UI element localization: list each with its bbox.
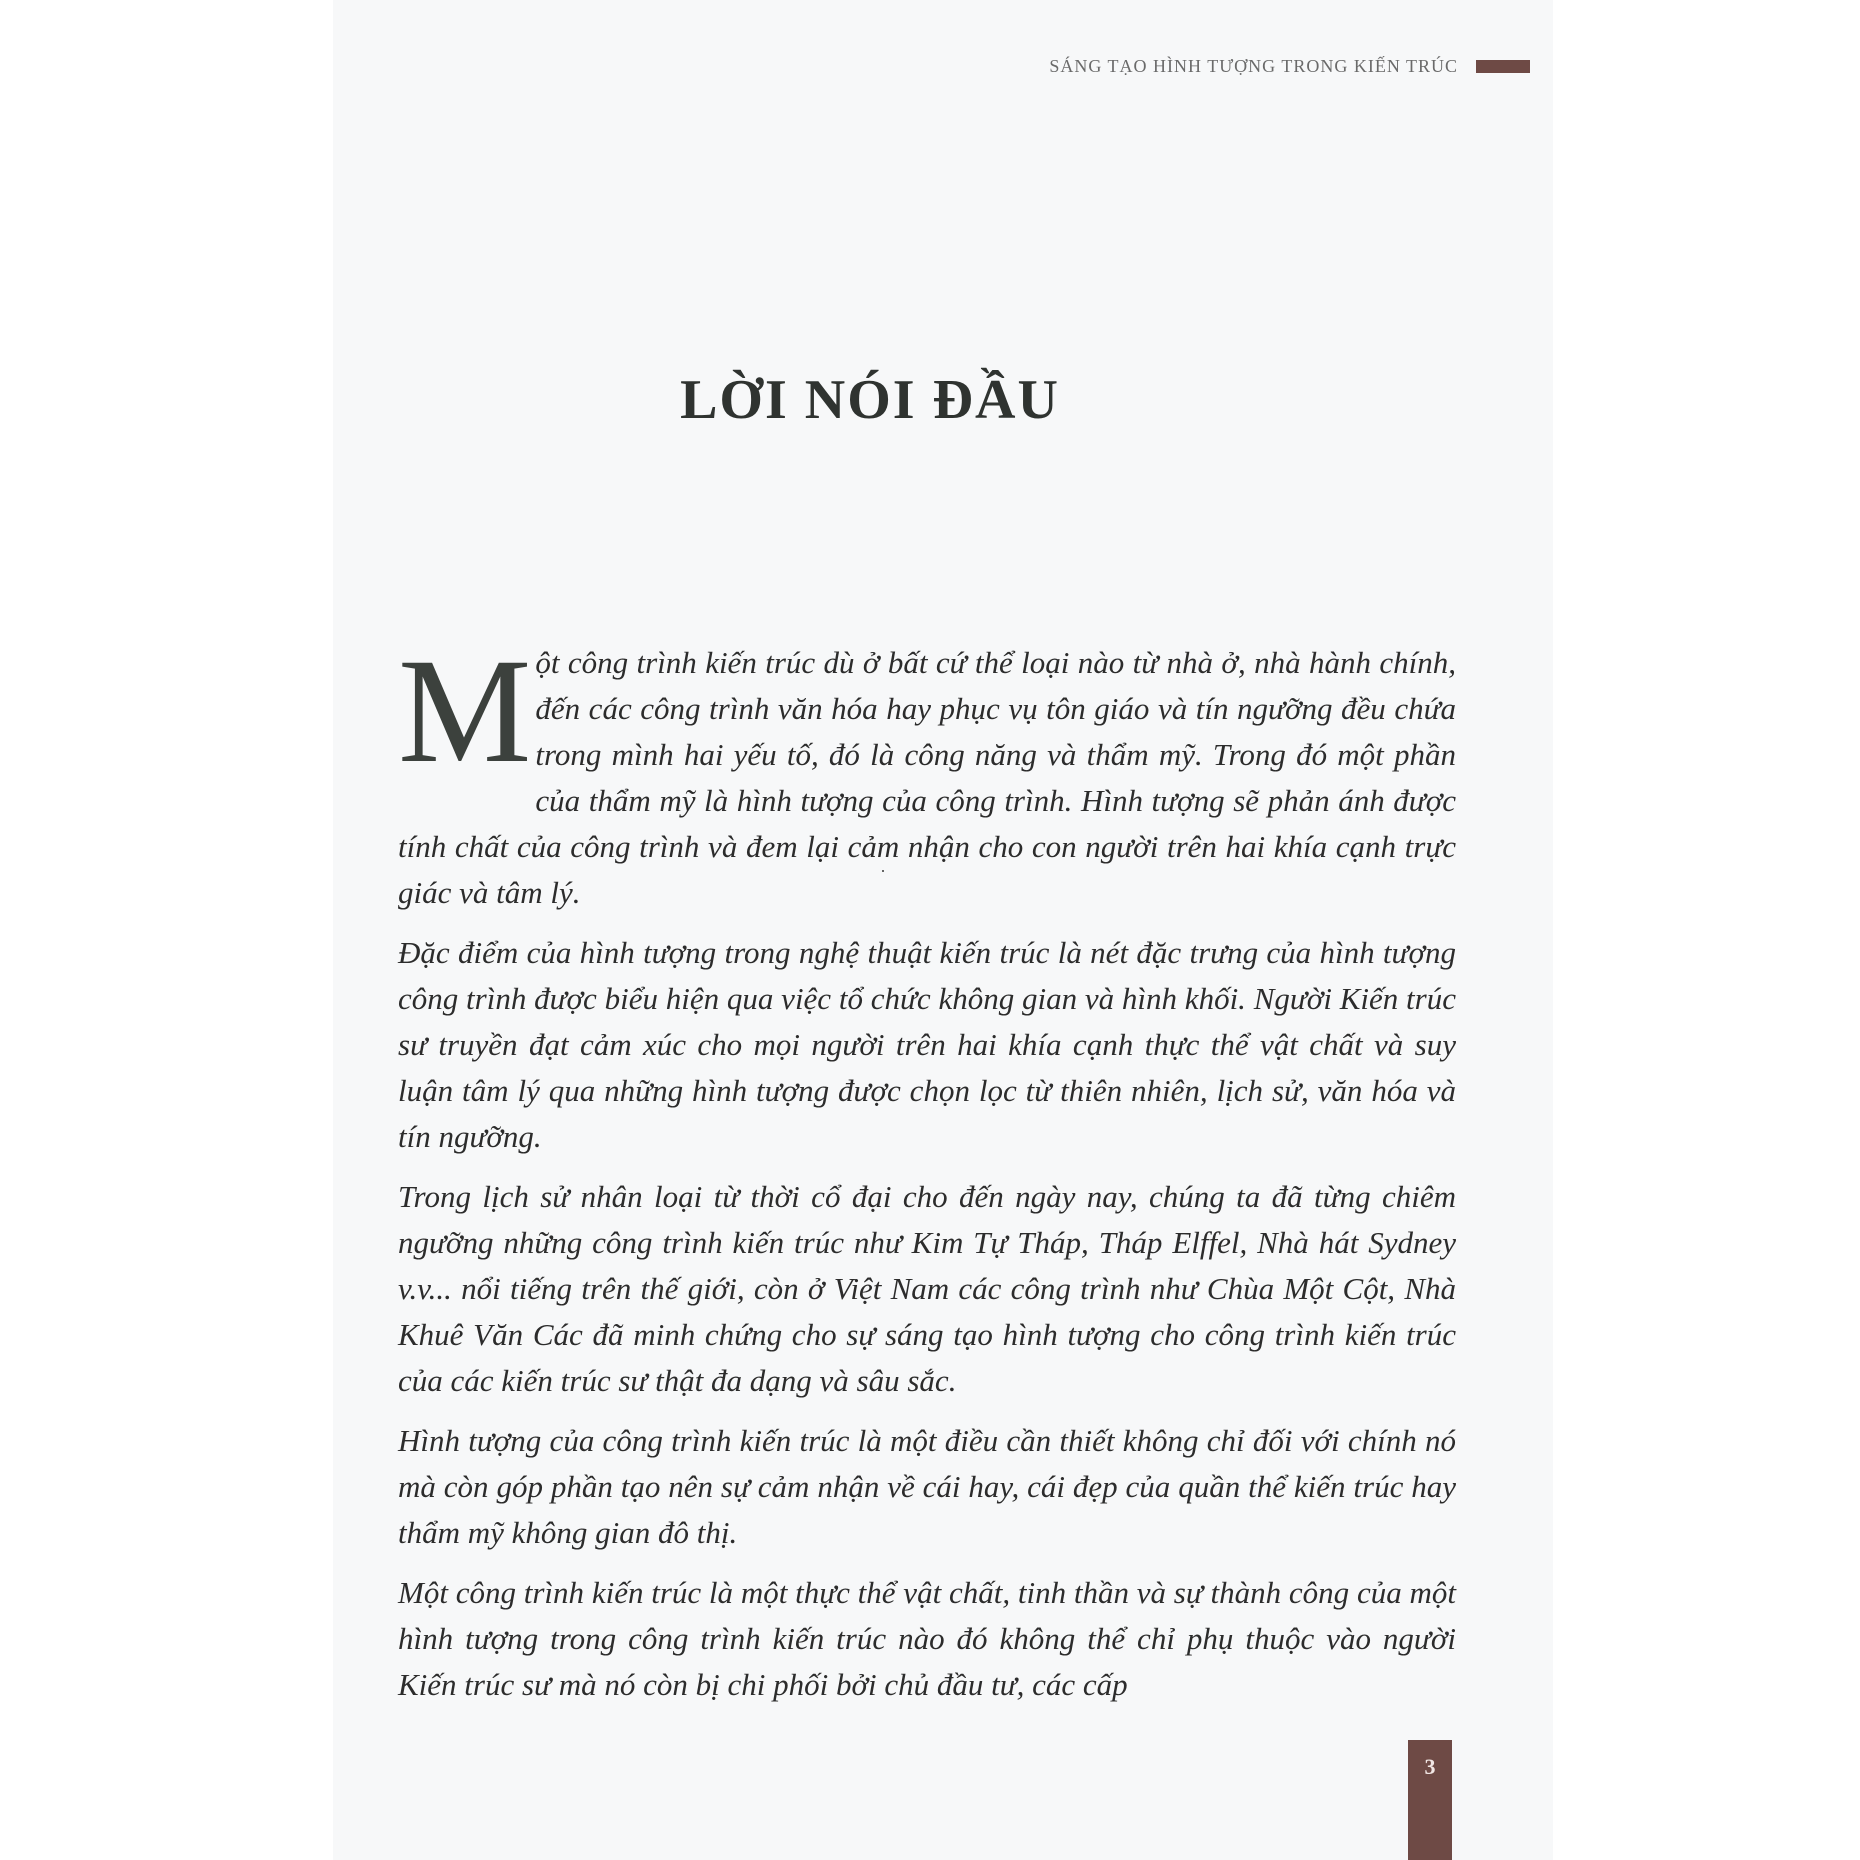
chapter-title: LỜI NÓI ĐẦU — [680, 369, 1060, 431]
running-header: SÁNG TẠO HÌNH TƯỢNG TRONG KIẾN TRÚC — [1049, 56, 1458, 76]
header-accent-rect — [1476, 60, 1530, 73]
drop-cap: M — [398, 628, 532, 794]
page-number-tab — [1408, 1740, 1452, 1860]
paragraph-4: Hình tượng của công trình kiến trúc là một điều cần thiết không chỉ đối với chính nó mà còn góp phần tạo nên sự cảm nhận về cái hay, cái đẹp của quần thể kiến trúc hay thẩm mỹ không gian đô thị. — [398, 1423, 1456, 1550]
paragraph-3: Trong lịch sử nhân loại từ thời cổ đại cho đến ngày nay, chúng ta đã từng chiêm ngưỡng những công trình kiến trúc như Kim Tự Tháp, Tháp Elffel, Nhà hát Sydney v.v... nổi tiếng trên thế giới, còn ở Việt Nam các công trình như Chùa Một Cột, Nhà Khuê Văn Các đã minh chứng cho sự sáng tạo hình tượng cho công trình kiến trúc của các kiến trúc sư thật đa dạng và sâu sắc. — [398, 1179, 1456, 1398]
paragraph-1-text: ột công trình kiến trúc dù ở bất cứ thể loại nào từ nhà ở, nhà hành chính, đến các công trình văn hóa hay phục vụ tôn giáo và tín ngưỡng đều chứa trong mình hai yếu tố, đó là công năng và thẩm mỹ. Trong đó một phần của thẩm mỹ là hình tượng của công trình. Hình tượng sẽ phản ánh được tính chất của công trình và đem lại cảm nhận cho con người trên hai khía cạnh trực giác và tâm lý. — [398, 645, 1456, 910]
print-speck — [882, 870, 884, 872]
paragraph-1 — [398, 628, 1456, 916]
body-text — [398, 628, 1456, 1722]
paragraph-5: Một công trình kiến trúc là một thực thể vật chất, tinh thần và sự thành công của một hình tượng trong công trình kiến trúc nào đó không thể chỉ phụ thuộc vào người Kiến trúc sư mà nó còn bị chi phối bởi chủ đầu tư, các cấp — [398, 1575, 1456, 1702]
paragraph-2: Đặc điểm của hình tượng trong nghệ thuật kiến trúc là nét đặc trưng của hình tượng công trình được biểu hiện qua việc tổ chức không gian và hình khối. Người Kiến trúc sư truyền đạt cảm xúc cho mọi người trên hai khía cạnh thực thể vật chất và suy luận tâm lý qua những hình tượng được chọn lọc từ thiên nhiên, lịch sử, văn hóa và tín ngưỡng. — [398, 935, 1456, 1154]
header-accent-bar — [1476, 60, 1530, 73]
page-number: 3 — [1424, 1754, 1436, 1779]
